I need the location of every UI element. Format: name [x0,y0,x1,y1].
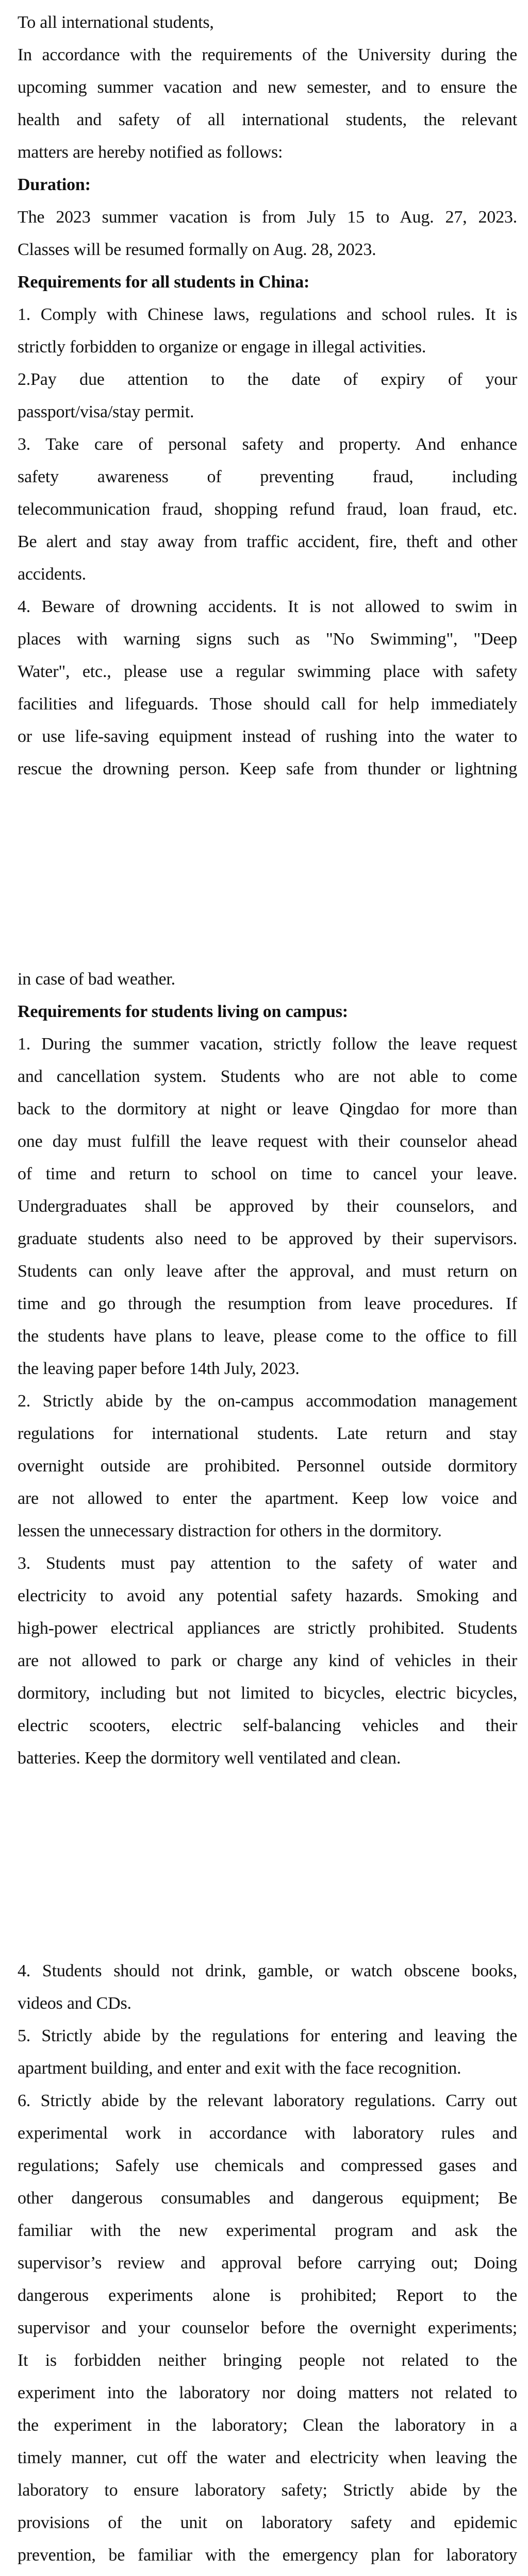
on-campus-line: and cancellation system. Students who are not able to come [18,1067,517,1086]
all-students-line: 1. Comply with Chinese laws, regulations and school rules. It is [18,305,517,324]
on-campus-line: batteries. Keep the dormitory well ventilated and clean. [18,1749,401,1768]
on-campus-line: 5. Strictly abide by the regulations for entering and leaving the [18,2026,517,2045]
on-campus-line: high-power electrical appliances are strictly prohibited. Students [18,1619,517,1638]
on-campus-line: provisions of the unit on laboratory safety and epidemic [18,2513,517,2532]
on-campus-line: time and go through the resumption from leave procedures. If [18,1294,517,1313]
all-students-line: rescue the drowning person. Keep safe from thunder or lightning [18,759,517,778]
on-campus-line: laboratory to ensure laboratory safety; Strictly abide by the [18,2481,517,2500]
on-campus-line: the leaving paper before 14th July, 2023. [18,1359,300,1378]
intro-line: health and safety of all international students, the relevant [18,110,517,129]
on-campus-heading: Requirements for students living on campus: [18,1002,348,1021]
on-campus-line: dangerous experiments alone is prohibited; Report to the [18,2286,517,2305]
on-campus-line: Students can only leave after the approval, and must return on [18,1262,517,1281]
all-students-line: Be alert and stay away from traffic accident, fire, theft and other [18,532,517,551]
all-students-line: passport/visa/stay permit. [18,402,194,421]
on-campus-line: are not allowed to park or charge any kind of vehicles in their [18,1651,517,1670]
on-campus-line: one day must fulfill the leave request with their counselor ahead [18,1132,517,1151]
all-students-heading: Requirements for all students in China: [18,273,310,292]
on-campus-line: overnight outside are prohibited. Personnel outside dormitory [18,1456,517,1476]
on-campus-line: graduate students also need to be approved by their supervisors. [18,1229,517,1248]
on-campus-line [18,2573,517,2576]
all-students-line: strictly forbidden to organize or engage in illegal activities. [18,337,426,357]
on-campus-line: timely manner, cut off the water and electricity when leaving the [18,2448,517,2467]
on-campus-line: other dangerous consumables and dangerous equipment; Be [18,2189,517,2208]
on-campus-line: lessen the unnecessary distraction for others in the dormitory. [18,1521,442,1540]
all-students-line: accidents. [18,565,86,584]
salutation: To all international students, [18,13,214,32]
duration-line: The 2023 summer vacation is from July 15 to Aug. 27, 2023. [18,208,517,227]
all-students-line: facilities and lifeguards. Those should call for help immediately [18,694,517,714]
intro-line: matters are hereby notified as follows: [18,143,283,162]
all-students-line: Water", etc., please use a regular swimming place with safety [18,662,517,681]
intro-line: In accordance with the requirements of the University during the [18,45,517,64]
on-campus-line: electricity to avoid any potential safety hazards. Smoking and [18,1586,517,1605]
on-campus-line: electric scooters, electric self-balancing vehicles and their [18,1716,517,1735]
on-campus-line: are not allowed to enter the apartment. Keep low voice and [18,1489,517,1508]
duration-line: Classes will be resumed formally on Aug. 28, 2023. [18,240,376,259]
on-campus-line: 4. Students should not drink, gamble, or watch obscene books, [18,1961,517,1980]
duration-heading: Duration: [18,175,91,194]
all-students-line: telecommunication fraud, shopping refund fraud, loan fraud, etc. [18,500,517,519]
on-campus-line: 2. Strictly abide by the on-campus accommodation management [18,1392,517,1411]
all-students-line: 3. Take care of personal safety and property. And enhance [18,435,517,454]
on-campus-line: the students have plans to leave, please come to the office to fill [18,1327,517,1346]
on-campus-line: back to the dormitory at night or leave Qingdao for more than [18,1099,517,1118]
all-students-line: or use life-saving equipment instead of rushing into the water to [18,727,517,746]
on-campus-line: supervisor and your counselor before the overnight experiments; [18,2318,517,2337]
all-students-line: places with warning signs such as "No Swimming", "Deep [18,630,517,649]
on-campus-line: experiment into the laboratory nor doing matters not related to [18,2383,517,2402]
on-campus-line: 3. Students must pay attention to the safety of water and [18,1554,517,1573]
on-campus-line: familiar with the new experimental program and ask the [18,2221,517,2240]
on-campus-line: 6. Strictly abide by the relevant laboratory regulations. Carry out [18,2091,517,2110]
on-campus-line: of time and return to school on time to cancel your leave. [18,1164,517,1183]
all-students-line: in case of bad weather. [18,970,175,989]
intro-line: upcoming summer vacation and new semester, and to ensure the [18,78,517,97]
on-campus-line: supervisor’s review and approval before carrying out; Doing [18,2253,517,2273]
on-campus-line: 1. During the summer vacation, strictly follow the leave request [18,1035,517,1054]
all-students-line: 2.Pay due attention to the date of expiry of your [18,370,517,389]
on-campus-line: regulations for international students. Late return and stay [18,1424,517,1443]
on-campus-line: dormitory, including but not limited to bicycles, electric bicycles, [18,1684,517,1703]
on-campus-line: experimental work in accordance with laboratory rules and [18,2124,517,2143]
on-campus-line: videos and CDs. [18,1994,131,2013]
all-students-line: safety awareness of preventing fraud, including [18,467,517,486]
on-campus-line: Undergraduates shall be approved by their counselors, and [18,1197,517,1216]
on-campus-line: the experiment in the laboratory; Clean the laboratory in a [18,2416,517,2435]
on-campus-line: prevention, be familiar with the emergency plan for laboratory [18,2546,517,2565]
on-campus-line: apartment building, and enter and exit with the face recognition. [18,2059,461,2078]
all-students-line: 4. Beware of drowning accidents. It is not allowed to swim in [18,597,517,616]
on-campus-line: regulations; Safely use chemicals and compressed gases and [18,2156,517,2175]
on-campus-line: It is forbidden neither bringing people not related to the [18,2351,517,2370]
